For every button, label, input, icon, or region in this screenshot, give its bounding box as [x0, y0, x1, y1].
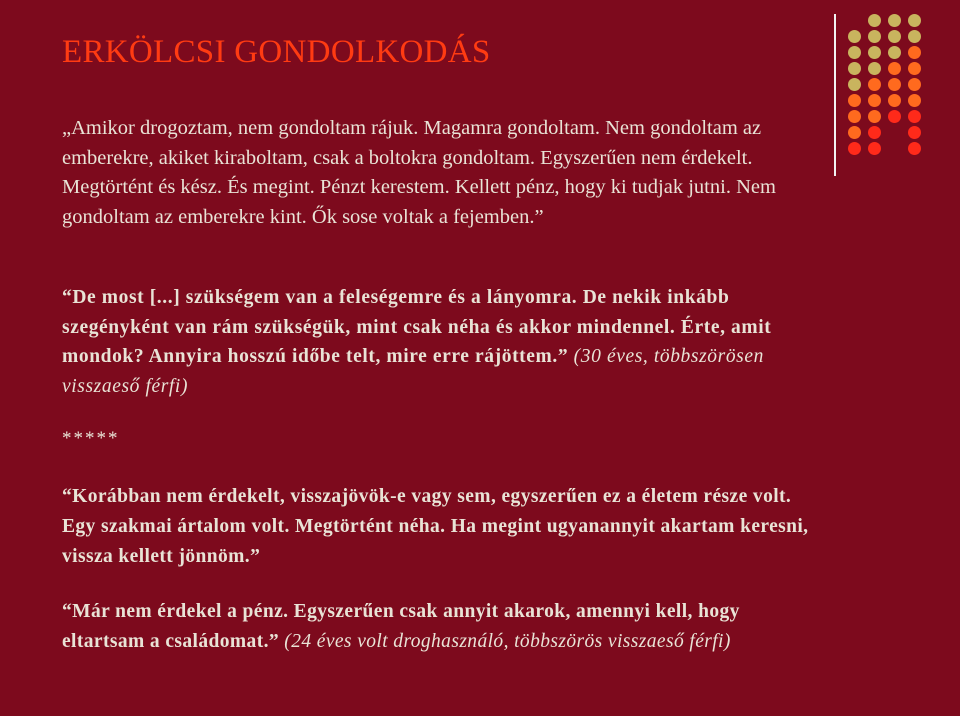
- decorative-dot: [848, 110, 861, 123]
- decorative-dot: [868, 142, 881, 155]
- quote-2-text: “De most [...] szükségem van a feleségemre és a lányomra. De nekik inkább szegényként van rám szükségük, mint csak néha és akkor mindennel. Érte, amit mondok? Annyira hosszú időbe telt, mire erre rájöttem.”: [62, 287, 772, 367]
- quote-1: „Amikor drogoztam, nem gondoltam rájuk. Magamra gondoltam. Nem gondoltam az emberekre, akiket kiraboltam, csak a boltokra gondoltam. Egyszerűen nem érdekelt. Megtörtént és kész. És megint. Pénzt kerestem. Kellett pénz, hogy ki tudjak jutni. Nem gondoltam az emberekre kint. Ők sose voltak a fejemben.”: [62, 117, 776, 228]
- decorative-dot: [868, 78, 881, 91]
- decorative-dot: [868, 46, 881, 59]
- decorative-dot: [888, 78, 901, 91]
- decorative-dot: [888, 110, 901, 123]
- quote-2-source: (30 éves, többszörösen visszaeső férfi): [62, 346, 764, 397]
- quote-2: [62, 283, 822, 401]
- decorative-dot: [888, 14, 901, 27]
- decorative-dot: [848, 62, 861, 75]
- quote-4: [62, 597, 822, 657]
- separator-stars: *****: [62, 428, 120, 449]
- decorative-dot: [888, 30, 901, 43]
- decorative-divider-line: [834, 14, 836, 176]
- decorative-dot: [908, 30, 921, 43]
- decorative-dot: [908, 46, 921, 59]
- quote-4-source: (24 éves volt droghasználó, többszörös visszaeső férfi): [284, 631, 731, 652]
- decorative-dot: [868, 14, 881, 27]
- decorative-dot: [848, 126, 861, 139]
- decorative-dot: [888, 62, 901, 75]
- decorative-dot: [848, 46, 861, 59]
- decorative-dot: [868, 94, 881, 107]
- decorative-dot: [908, 62, 921, 75]
- decorative-dot: [868, 62, 881, 75]
- decorative-dot-grid: [848, 14, 958, 159]
- decorative-dot: [908, 78, 921, 91]
- decorative-dot: [848, 94, 861, 107]
- decorative-dot: [908, 142, 921, 155]
- decorative-dot: [908, 94, 921, 107]
- decorative-dot: [888, 94, 901, 107]
- decorative-dot: [908, 14, 921, 27]
- quote-4-text: “Már nem érdekel a pénz. Egyszerűen csak annyit akarok, amennyi kell, hogy eltartsam a családomat.”: [62, 601, 740, 652]
- quote-3: “Korábban nem érdekelt, visszajövök-e vagy sem, egyszerűen ez a életem része volt. Egy szakmai ártalom volt. Megtörtént néha. Ha megint ugyanannyit akartam keresni, vissza kellett jönnöm.”: [62, 486, 809, 567]
- decorative-dot: [868, 110, 881, 123]
- decorative-dot: [848, 78, 861, 91]
- decorative-dot: [908, 126, 921, 139]
- decorative-dot: [848, 30, 861, 43]
- decorative-dot: [908, 110, 921, 123]
- decorative-dot: [848, 142, 861, 155]
- slide-title: ERKÖLCSI GONDOLKODÁS: [62, 34, 491, 70]
- decorative-dot: [868, 126, 881, 139]
- decorative-dot: [888, 46, 901, 59]
- decorative-dot: [868, 30, 881, 43]
